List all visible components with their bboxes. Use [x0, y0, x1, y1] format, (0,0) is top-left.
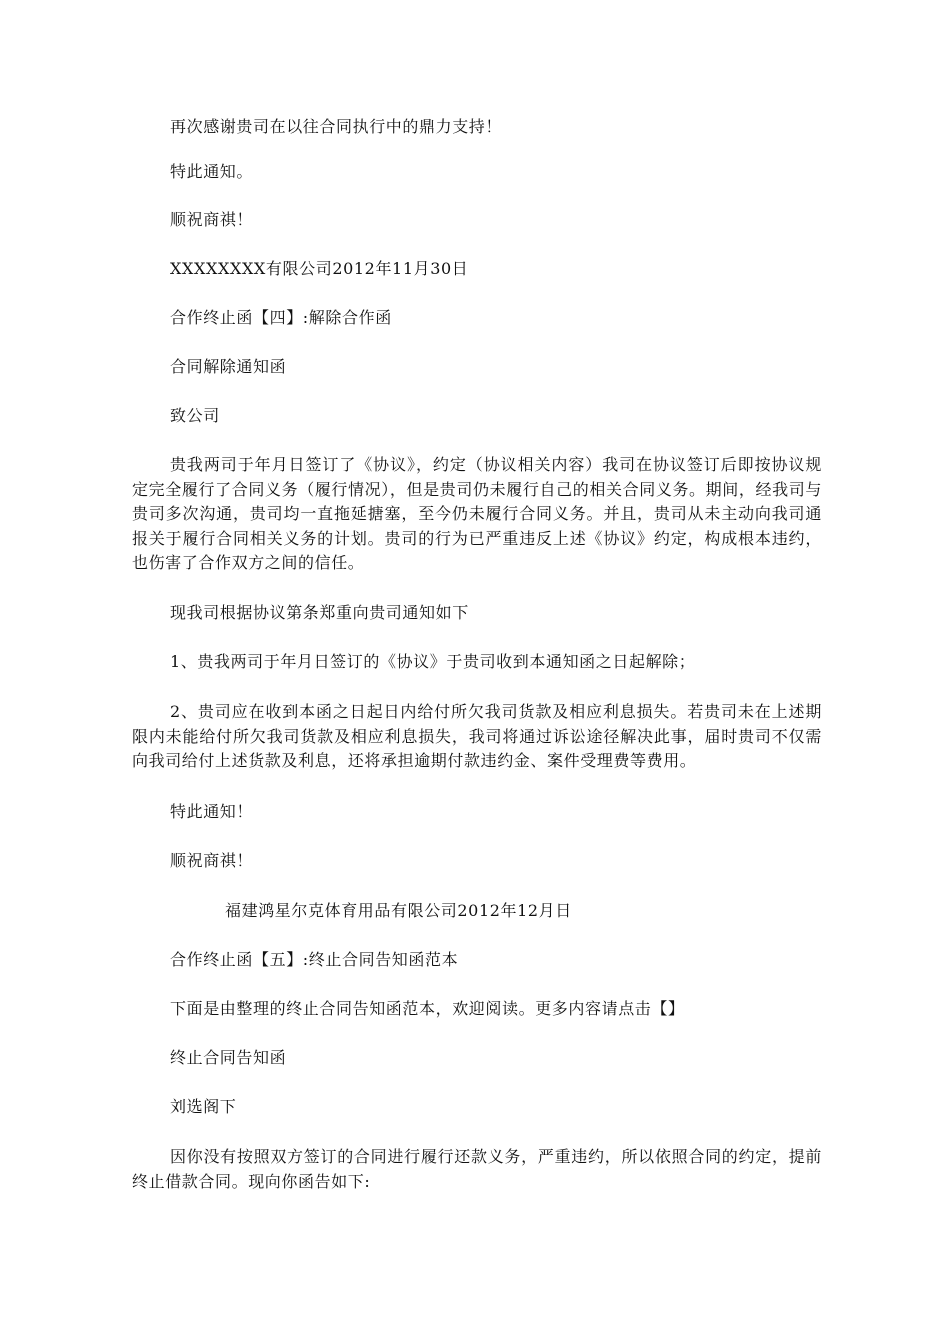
letter-title: 合同解除通知函	[170, 357, 287, 376]
greeting-line-2: 顺祝商祺！	[170, 851, 254, 870]
section-heading-four: 合作终止函【四】:解除合作函	[170, 308, 392, 327]
list-item-one: 1、贵我两司于年月日签订的《协议》于贵司收到本通知函之日起解除；	[170, 652, 696, 671]
final-paragraph: 因你没有按照双方签订的合同进行履行还款义务，严重违约，所以依照合同的约定，提前终止借款合同。现向你函告如下:	[132, 1147, 822, 1191]
body-paragraph: 贵我两司于年月日签订了《协议》，约定（协议相关内容）我司在协议签订后即按协议规定完全履行了合同义务（履行情况），但是贵司仍未履行自己的相关合同义务。期间，经我司与贵司多次沟通，贵司均一直拖延搪塞，至今仍未履行合同义务。并且，贵司从未主动向我司通报关于履行合同相关义务的计划。贵司的行为已严重违反上述《协议》约定，构成根本违约，也伤害了合作双方之间的信任。	[132, 455, 822, 572]
intro-line: 下面是由整理的终止合同告知函范本，欢迎阅读。更多内容请点击【】	[170, 999, 685, 1018]
closing-thanks: 再次感谢贵司在以往合同执行中的鼎力支持！	[170, 117, 503, 136]
recipient-line: 致公司	[170, 406, 220, 425]
section-heading-five: 合作终止函【五】:终止合同告知函范本	[170, 950, 459, 969]
greeting-line: 顺祝商祺！	[170, 210, 254, 229]
company-date-line: XXXXXXXX有限公司2012年11月30日	[170, 259, 469, 278]
notice-line-2: 特此通知！	[170, 802, 254, 821]
addressee-line: 刘选阁下	[170, 1097, 237, 1116]
notice-intro: 现我司根据协议第条郑重向贵司通知如下	[170, 603, 469, 622]
notice-title: 终止合同告知函	[170, 1048, 287, 1067]
company-signature-line: 福建鸿星尔克体育用品有限公司2012年12月日	[225, 901, 572, 920]
notice-line: 特此通知。	[170, 162, 254, 181]
list-item-two: 2、贵司应在收到本函之日起日内给付所欠我司货款及相应利息损失。若贵司未在上述期限内未能给付所欠我司货款及相应利息损失，我司将通过诉讼途径解决此事，届时贵司不仅需向我司给付上述货款及利息，还将承担逾期付款违约金、案件受理费等费用。	[132, 702, 822, 770]
